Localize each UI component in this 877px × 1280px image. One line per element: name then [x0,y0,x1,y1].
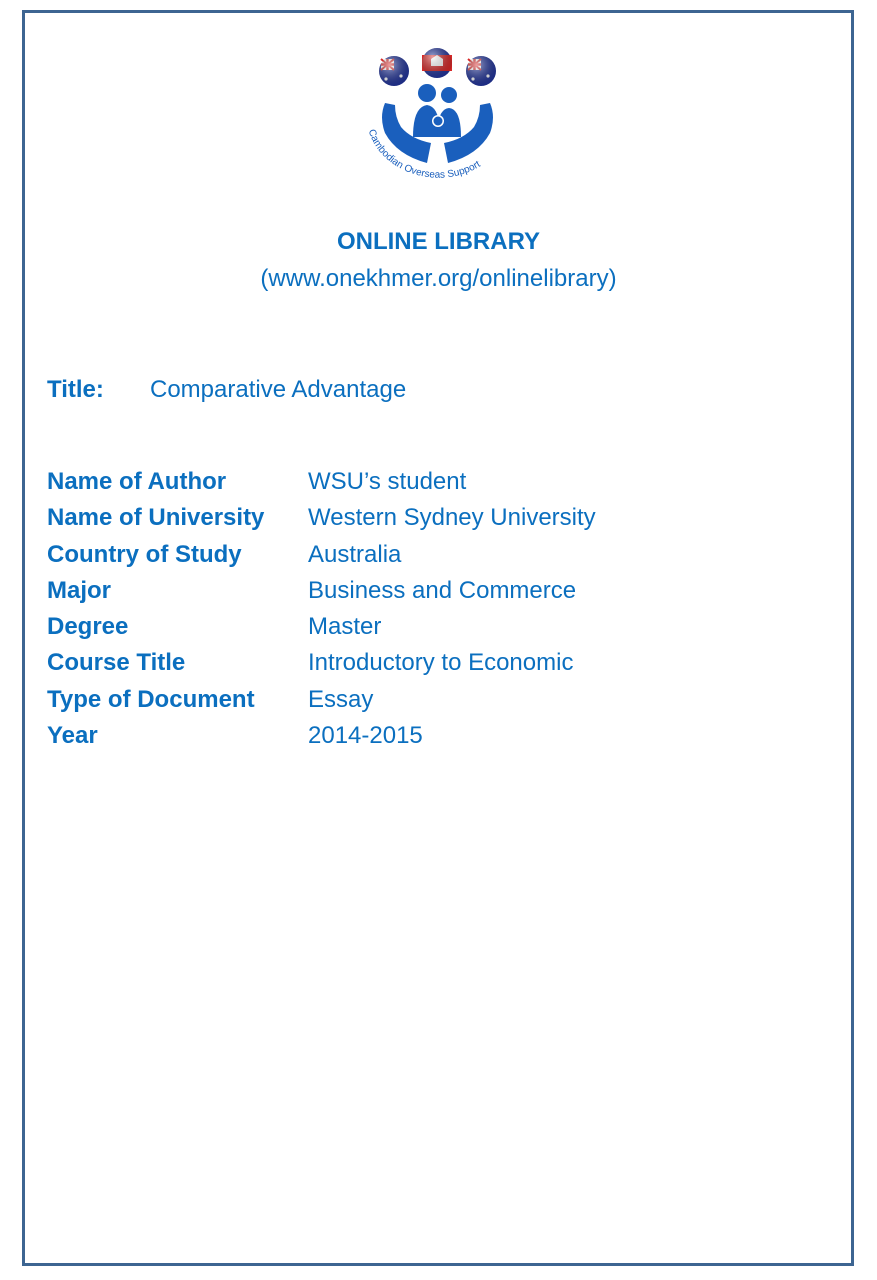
meta-label: Type of Document [47,685,255,713]
meta-value: Essay [308,685,374,713]
meta-label: Major [47,576,112,604]
australia-flag-ball-left-icon [379,56,409,86]
family-icon [413,84,461,137]
title-label: Title: [47,376,104,403]
meta-label: Name of University [47,504,265,532]
meta-value: Business and Commerce [308,576,577,604]
meta-value: Australia [308,540,402,568]
library-url: (www.onekhmer.org/onlinelibrary) [260,265,617,292]
meta-label: Country of Study [47,540,242,568]
meta-value: Introductory to Economic [308,649,574,677]
meta-value: 2014-2015 [308,722,423,750]
meta-label: Course Title [47,649,186,677]
logo-arc-text: Cambodian Overseas Support [365,127,483,181]
cambodia-flag-ball-icon [422,48,452,78]
australia-flag-ball-right-icon [466,56,496,86]
meta-value: Master [308,613,382,641]
meta-value: WSU’s student [308,468,467,495]
meta-label: Name of Author [47,468,227,495]
meta-label: Year [47,722,98,750]
cambodian-overseas-support-logo [355,45,520,205]
meta-value: Western Sydney University [308,504,596,532]
library-title: ONLINE LIBRARY [336,228,541,255]
title-value: Comparative Advantage [150,376,407,403]
meta-label: Degree [47,613,129,641]
